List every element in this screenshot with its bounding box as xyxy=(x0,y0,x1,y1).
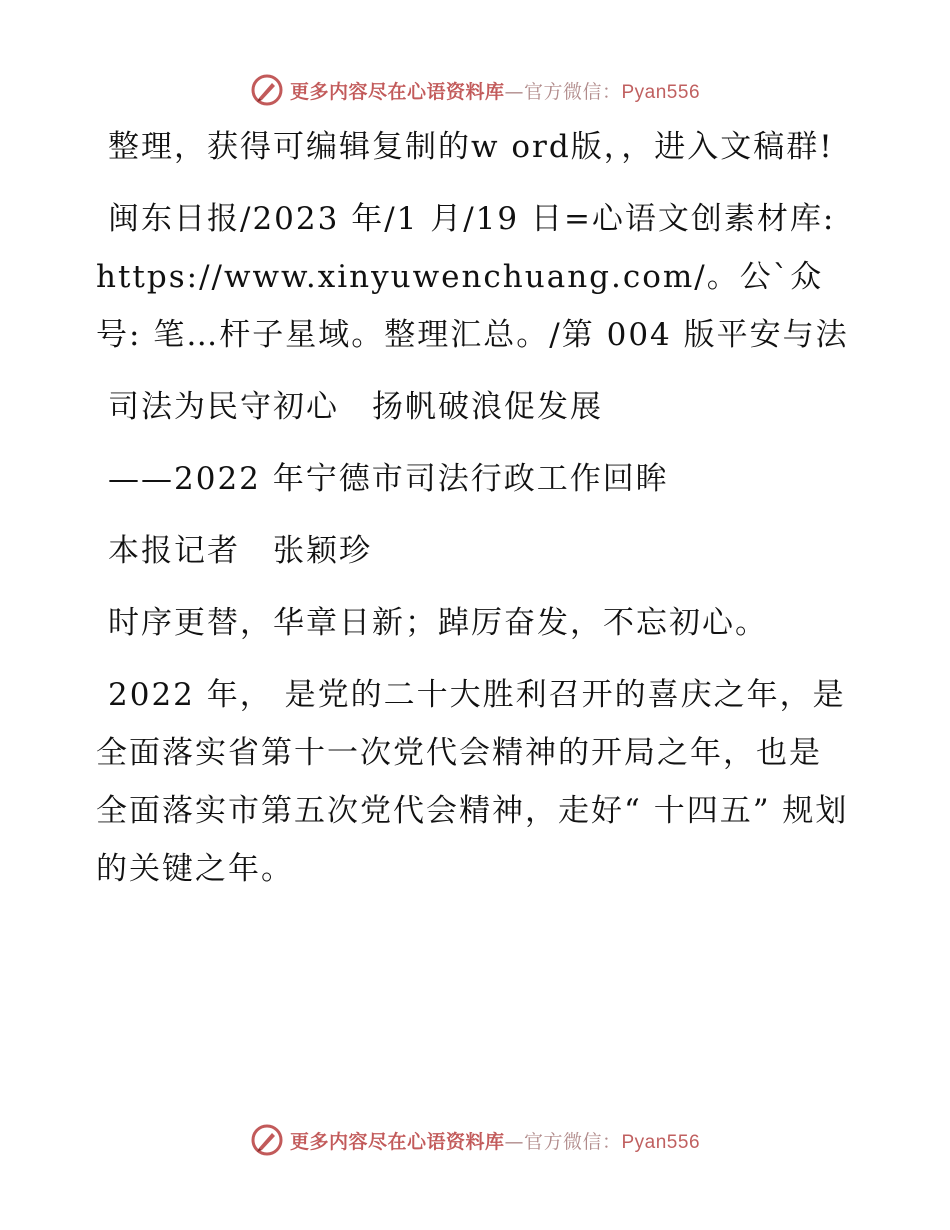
paragraph-intro-note: 整理，获得可编辑复制的w ord版，，进入文稿群! xyxy=(108,129,834,165)
article-subtitle: ——2022 年宁德市司法行政工作回眸 xyxy=(108,461,669,497)
header-banner xyxy=(0,70,950,110)
footer-banner-id: Pyan556 xyxy=(621,1131,701,1153)
header-banner-text xyxy=(290,77,700,104)
footer-banner-label: 官方微信： xyxy=(523,1130,622,1153)
pen-logo-icon xyxy=(250,1123,284,1157)
article-byline: 本报记者 张颖珍 xyxy=(108,533,372,569)
paragraph-body: 2022 年， 是党的二十大胜利召开的喜庆之年，是全面落实省第十一次党代会精神的开局之年，也是全面落实市第五次党代会精神，走好“ 十四五” 规划的关键之年。 xyxy=(96,677,849,887)
footer-banner xyxy=(0,1120,950,1160)
footer-banner-main: 更多内容尽在心语资料库 xyxy=(289,1130,505,1153)
header-banner-id: Pyan556 xyxy=(621,81,701,103)
paragraph-opening: 时序更替，华章日新；踔厉奋发，不忘初心。 xyxy=(108,605,768,641)
header-banner-label: 官方微信： xyxy=(523,80,622,103)
article-title: 司法为民守初心 扬帆破浪促发展 xyxy=(108,389,603,425)
footer-banner-text xyxy=(290,1127,700,1154)
header-banner-main: 更多内容尽在心语资料库 xyxy=(289,80,505,103)
paragraph-source-line: 闽东日报/2023 年/1 月/19 日=心语文创素材库: https://www.xinyuwenchuang.com/。公`众号: 笔…杆子星域。整理汇总。/第 004 版平安与法 xyxy=(96,201,849,353)
footer-banner-dash: — xyxy=(504,1130,524,1153)
pen-logo-icon xyxy=(250,73,284,107)
document-body xyxy=(96,118,852,912)
header-banner-dash: — xyxy=(504,80,524,103)
